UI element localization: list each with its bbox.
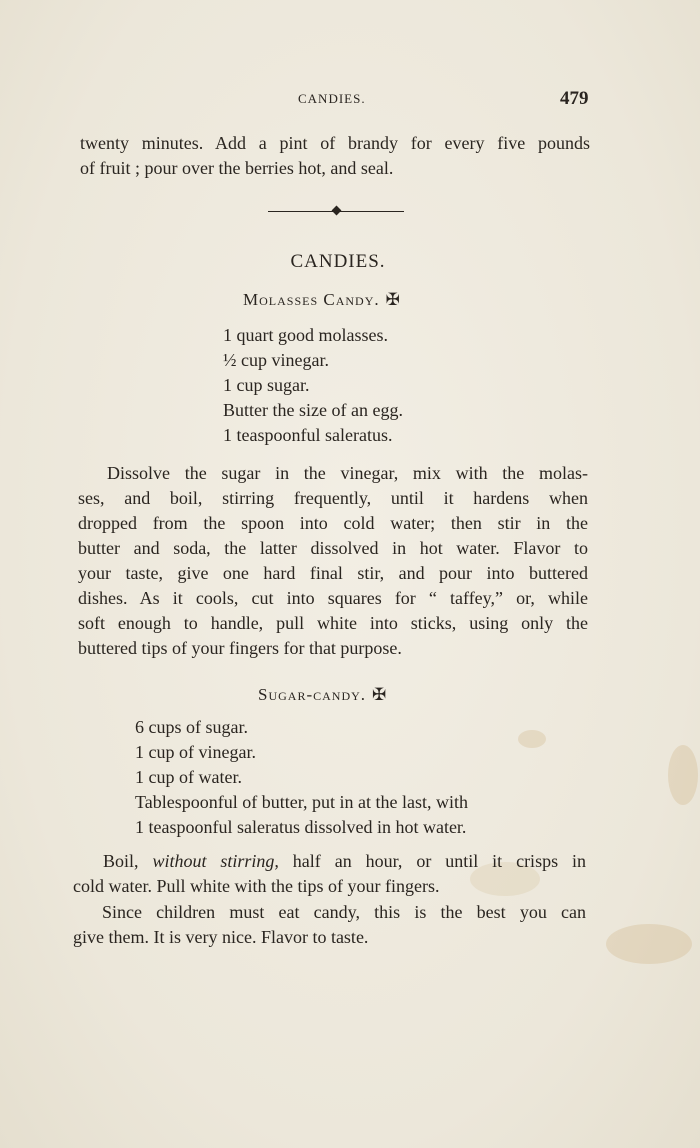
ingredient-item: 6 cups of sugar. — [135, 717, 248, 737]
ingredient-list-molasses — [223, 323, 403, 448]
ingredient-item: ½ cup vinegar. — [223, 350, 329, 370]
ingredient-item: Butter the size of an egg. — [223, 400, 403, 420]
paragraph-line: dropped from the spoon into cold water; then stir in the — [78, 513, 588, 533]
paragraph-line: give them. It is very nice. Flavor to taste. — [73, 927, 369, 947]
continuation-line: of fruit ; pour over the berries hot, and seal. — [80, 158, 394, 178]
paper-stain — [668, 745, 698, 805]
ingredient-item: 1 cup sugar. — [223, 375, 310, 395]
paragraph-line: dishes. As it cools, cut into squares for “ taffey,” or, while — [78, 588, 588, 608]
running-head — [0, 88, 700, 111]
cross-mark-icon: ✠ — [372, 685, 388, 704]
section-title: CANDIES. — [290, 251, 386, 272]
page-number: 479 — [560, 88, 589, 109]
ingredient-item: Tablespoonful of butter, put in at the last, with — [135, 792, 468, 812]
italic-emphasis: without stirring, — [152, 851, 279, 871]
ingredient-item: 1 teaspoonful saleratus dissolved in hot water. — [135, 817, 467, 837]
paragraph-line: buttered tips of your fingers for that purpose. — [78, 638, 402, 658]
ingredient-item: 1 teaspoonful saleratus. — [223, 425, 393, 445]
text-run: half an hour, or until it crisps in — [278, 851, 586, 871]
text-run: Boil, — [103, 851, 153, 871]
paper-stain — [518, 730, 546, 748]
continuation-line: twenty minutes. Add a pint of brandy for every five pounds — [80, 133, 590, 153]
paper-stain — [606, 924, 692, 964]
paragraph-line: your taste, give one hard final stir, and pour into buttered — [78, 563, 588, 583]
ingredient-item: 1 quart good molasses. — [223, 325, 388, 345]
paragraph-line — [103, 849, 586, 874]
ingredient-item: 1 cup of water. — [135, 767, 242, 787]
ingredient-item: 1 cup of vinegar. — [135, 742, 256, 762]
paragraph-line: Dissolve the sugar in the vinegar, mix with the molas- — [107, 463, 588, 483]
recipe-title-molasses — [243, 290, 401, 310]
paragraph-line: soft enough to handle, pull white into sticks, using only the — [78, 613, 588, 633]
recipe-title-sugar-candy — [258, 685, 387, 705]
paragraph-line: Since children must eat candy, this is the best you can — [102, 902, 586, 922]
running-head-title: CANDIES. — [298, 91, 366, 106]
cross-mark-icon: ✠ — [385, 290, 401, 309]
rule-diamond-ornament — [332, 206, 342, 216]
recipe-title-text: Sugar-candy. — [258, 685, 367, 704]
recipe-title-text: Molasses Candy. — [243, 290, 380, 309]
ingredient-list-sugar-candy — [135, 715, 468, 840]
paragraph-line: cold water. Pull white with the tips of your fingers. — [73, 876, 440, 896]
paragraph-line: ses, and boil, stirring frequently, until it hardens when — [78, 488, 588, 508]
paragraph-line: butter and soda, the latter dissolved in hot water. Flavor to — [78, 538, 588, 558]
